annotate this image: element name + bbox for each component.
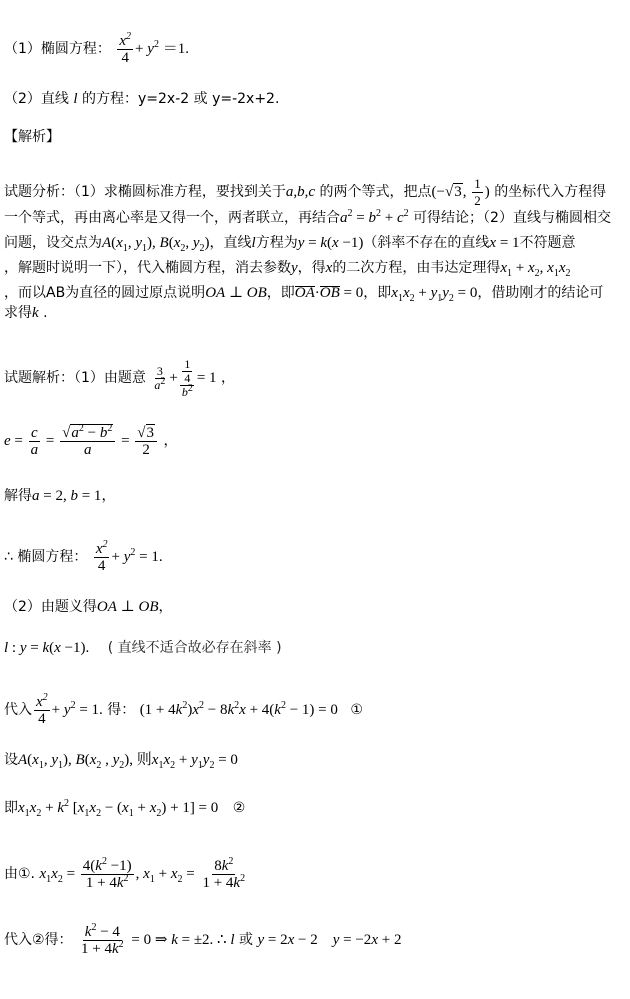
analysis-line-5: ，而以AB为直径的圆过原点说明OA ⊥ OB，即OA·OB = 0，即$x_1x_2 + y_1y_2 = 0$，借助刚才的结论可 (4, 285, 604, 304)
solution-line-9: 即$x_1x_2 + k^2$ $[x_1x_2 - (x_1 + x_2) + 1] = 0$ ② (4, 798, 246, 819)
answer-2: （2）直线 l 的方程：y=2x-2 或 y=-2x+2. (4, 91, 280, 107)
analysis-line-1: 试题分析：（1）求椭圆标准方程，要找到关于a,b,c 的两个等式，把点(−√3, $\frac{1}{2}$ ) 的坐标代入方程得 (4, 176, 607, 208)
analysis-line-2: 一个等式，再由离心率是又得一个，两者联立，再结合$a^2 = b^2 + c^2$ 可得结论；（2）直线与椭圆相交 (4, 208, 611, 226)
answer-1 (4, 33, 189, 66)
solution-line-7: 代入 $\frac{x^2}{4}$ + $y^2 = 1$. 得： $(1 + 4k^2)x^2 - 8k^2x + 4(k^2 - 1) = 0$ ① (4, 692, 363, 727)
solution-line-10: 由①. $x_1x_2$ = $\frac{4(k^2 -1)}{1 + 4k^2}$ , $x_1 + x_2$ = $\frac{8k^2}{1 + 4k^2}$ (4, 856, 246, 891)
analysis-heading: 【解析】 (4, 129, 60, 145)
answer-1-label: （1）椭圆方程： (4, 40, 111, 57)
analysis-line-3: 问题，设交点为$A(x_1$, $y_1$), $B(x_2$, $y_2$)，直线l方程为y = k(x −1)（斜率不存在的直线x = 1不符题意 (4, 235, 576, 254)
solution-line-5: （2）由题义得OA ⊥ OB， (4, 599, 173, 615)
solution-line-1: 试题解析：（1）由题意 $\frac{3}{a^2}$ + $\frac{\frac{1}{4}}{b^2}$ = 1 ， (4, 357, 236, 399)
analysis-line-6: 求得k . (4, 305, 48, 321)
solution-line-11: 代入②得： $\frac{k^2 - 4}{1 + 4k^2}$ = 0 ⇒ k = ±2. ∴ l 或 y = 2x − 2 y = −2x + 2 (4, 922, 402, 957)
solution-line-2: e = $\frac{c}{a}$ = $\frac{√a^2 - b^2}{a}$ = $\frac{√3}{2}$ ， (4, 423, 178, 458)
solution-line-4: ∴ 椭圆方程： $\frac{x^2}{4}$ + $y^2 = 1$. (4, 539, 163, 574)
analysis-line-4: ，解题时说明一下），代入椭圆方程，消去参数y，得x的二次方程，由韦达定理得$x_1 + x_2$, $x_1x_2$ (4, 260, 571, 279)
ellipse-equation: $\frac{x^2}{4}$ + $y^2 =1$. (119, 31, 189, 66)
solution-line-6: l : y = k(x −1). ( 直线不适合故必存在斜率 ) (4, 640, 282, 656)
solution-line-8: 设$A(x_1$, $y_1$), $B(x_2$ , $y_2$), 则$x_1x_2 + y_1y_2 = 0$ (4, 752, 238, 771)
solution-line-3: 解得a = 2, b = 1， (4, 488, 116, 504)
